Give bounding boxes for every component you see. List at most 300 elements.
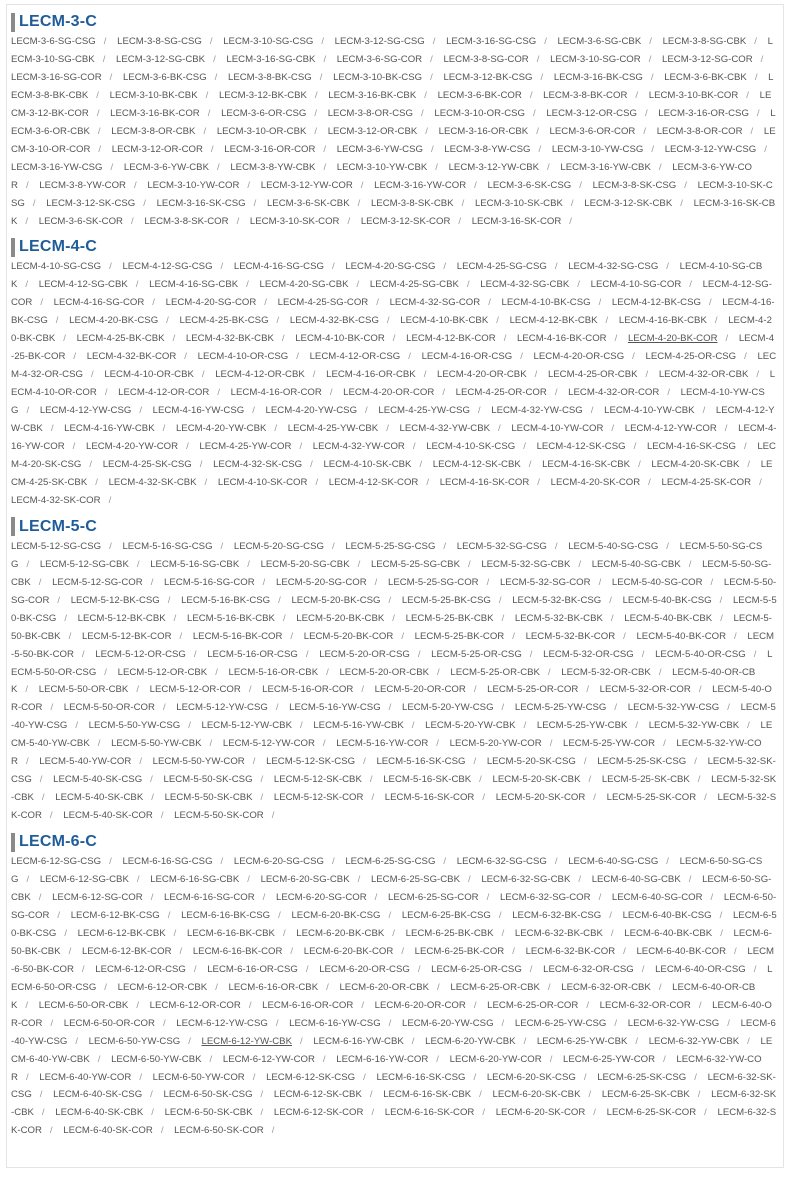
model-link[interactable]: LECM-5-12-SK-CBK bbox=[273, 774, 362, 786]
model-link[interactable]: LECM-6-32-SG-CBK bbox=[481, 874, 571, 886]
model-link[interactable]: LECM-6-40-SG-COR bbox=[611, 891, 703, 903]
model-link[interactable]: LECM-5-25-OR-CSG bbox=[431, 648, 522, 660]
model-link[interactable]: LECM-3-8-BK-COR bbox=[543, 89, 628, 101]
model-link[interactable]: LECM-4-25-OR-CSG bbox=[645, 351, 737, 363]
model-link[interactable]: LECM-6-20-YW-COR bbox=[449, 1053, 542, 1065]
model-link[interactable]: LECM-5-16-BK-CSG bbox=[181, 594, 271, 606]
model-link[interactable]: LECM-4-10-YW-COR bbox=[511, 423, 604, 435]
model-link[interactable]: LECM-6-32-YW-COR bbox=[11, 1053, 762, 1083]
model-link[interactable]: LECM-6-16-SG-CBK bbox=[150, 874, 240, 886]
model-link[interactable]: LECM-4-32-SK-COR bbox=[11, 494, 101, 506]
model-link[interactable]: LECM-4-16-SG-CBK bbox=[149, 279, 239, 291]
model-link[interactable]: LECM-3-8-YW-CBK bbox=[230, 161, 316, 173]
model-link[interactable]: LECM-6-25-BK-CSG bbox=[401, 909, 491, 921]
model-link[interactable]: LECM-5-12-YW-CBK bbox=[201, 720, 292, 732]
model-link[interactable]: LECM-6-25-OR-CBK bbox=[450, 981, 540, 993]
model-link[interactable]: LECM-3-6-SK-CBK bbox=[266, 197, 350, 209]
model-link[interactable]: LECM-5-32-OR-COR bbox=[599, 684, 691, 696]
model-link[interactable]: LECM-4-32-SK-CSG bbox=[213, 458, 303, 470]
model-link[interactable]: LECM-4-12-BK-CBK bbox=[509, 315, 598, 327]
model-link[interactable]: LECM-5-40-SG-CBK bbox=[591, 558, 681, 570]
model-link[interactable]: LECM-5-32-YW-COR bbox=[11, 738, 762, 768]
model-link[interactable]: LECM-5-50-BK-COR bbox=[11, 630, 775, 660]
model-link[interactable]: LECM-6-20-SG-CBK bbox=[260, 874, 350, 886]
model-link[interactable]: LECM-4-12-SG-CBK bbox=[38, 279, 128, 291]
model-link[interactable]: LECM-6-25-YW-CBK bbox=[536, 1035, 628, 1047]
model-link[interactable]: LECM-6-20-SK-CBK bbox=[492, 1089, 581, 1101]
model-link[interactable]: LECM-3-10-SK-CBK bbox=[474, 197, 563, 209]
model-link[interactable]: LECM-4-20-SG-COR bbox=[165, 297, 257, 309]
model-link[interactable]: LECM-6-50-YW-CSG bbox=[88, 1035, 181, 1047]
model-link[interactable]: LECM-4-20-SK-CBK bbox=[651, 458, 740, 470]
model-link[interactable]: LECM-3-12-BK-CSG bbox=[443, 71, 533, 83]
model-link[interactable]: LECM-5-16-YW-CBK bbox=[313, 720, 404, 732]
model-link[interactable]: LECM-5-16-SG-COR bbox=[164, 576, 255, 588]
model-link[interactable]: LECM-4-32-SG-CSG bbox=[568, 261, 659, 273]
model-link[interactable]: LECM-4-32-SG-COR bbox=[389, 297, 481, 309]
model-link[interactable]: LECM-6-50-OR-COR bbox=[63, 1017, 155, 1029]
model-link[interactable]: LECM-5-25-SG-CBK bbox=[370, 558, 460, 570]
model-link[interactable]: LECM-5-50-BK-CSG bbox=[11, 594, 777, 624]
model-link[interactable]: LECM-4-16-BK-CBK bbox=[618, 315, 707, 327]
model-link[interactable]: LECM-4-16-OR-COR bbox=[230, 387, 322, 399]
model-link[interactable]: LECM-6-16-SG-CSG bbox=[122, 856, 213, 868]
model-link[interactable]: LECM-5-20-SG-COR bbox=[276, 576, 367, 588]
model-link[interactable]: LECM-5-32-OR-CBK bbox=[561, 666, 651, 678]
model-link[interactable]: LECM-5-12-SK-COR bbox=[273, 792, 364, 804]
model-link[interactable]: LECM-5-12-SK-CSG bbox=[266, 756, 356, 768]
model-link[interactable]: LECM-3-6-SG-CSG bbox=[11, 36, 96, 47]
model-link[interactable]: LECM-4-20-BK-CBK bbox=[11, 315, 772, 345]
model-link[interactable]: LECM-4-32-OR-CSG bbox=[11, 351, 777, 381]
model-link[interactable]: LECM-6-40-OR-CBK bbox=[11, 981, 756, 1011]
model-link[interactable]: LECM-5-50-SG-CSG bbox=[11, 540, 763, 570]
model-link[interactable]: LECM-6-16-BK-CSG bbox=[181, 909, 271, 921]
model-link[interactable]: LECM-4-10-BK-CBK bbox=[400, 315, 489, 327]
model-link[interactable]: LECM-3-6-YW-CBK bbox=[123, 161, 209, 173]
model-link[interactable]: LECM-4-12-SG-CSG bbox=[122, 261, 213, 273]
model-link[interactable]: LECM-5-25-SK-CBK bbox=[601, 774, 690, 786]
model-link[interactable]: LECM-3-10-SK-COR bbox=[249, 215, 340, 227]
model-link[interactable]: LECM-3-12-SK-CBK bbox=[584, 197, 673, 209]
model-link[interactable]: LECM-6-50-SG-CBK bbox=[11, 874, 772, 903]
model-link[interactable]: LECM-6-32-YW-CSG bbox=[627, 1017, 720, 1029]
model-link[interactable]: LECM-3-10-YW-CSG bbox=[551, 143, 644, 155]
model-link[interactable]: LECM-6-16-SG-COR bbox=[164, 891, 255, 903]
model-link[interactable]: LECM-6-12-OR-COR bbox=[149, 999, 241, 1011]
model-link[interactable]: LECM-4-25-SK-CSG bbox=[102, 458, 192, 470]
model-link[interactable]: LECM-6-25-BK-CBK bbox=[405, 927, 494, 939]
model-link[interactable]: LECM-5-50-YW-CBK bbox=[111, 738, 202, 750]
model-link[interactable]: LECM-3-8-YW-CSG bbox=[444, 143, 531, 155]
model-link[interactable]: LECM-5-32-YW-CSG bbox=[627, 702, 720, 714]
model-link[interactable]: LECM-5-50-YW-CSG bbox=[88, 720, 181, 732]
model-link[interactable]: LECM-5-40-BK-CBK bbox=[624, 612, 713, 624]
model-link[interactable]: LECM-4-32-YW-CSG bbox=[491, 405, 583, 417]
model-link[interactable]: LECM-3-6-BK-CBK bbox=[664, 71, 747, 83]
model-link[interactable]: LECM-5-16-SK-COR bbox=[384, 792, 475, 804]
model-link[interactable]: LECM-3-8-SK-COR bbox=[144, 215, 229, 227]
model-link[interactable]: LECM-5-32-SG-COR bbox=[499, 576, 591, 588]
model-link[interactable]: LECM-4-25-OR-CBK bbox=[547, 369, 638, 381]
model-link[interactable]: LECM-3-12-BK-CBK bbox=[218, 89, 307, 101]
model-link[interactable]: LECM-6-16-YW-CBK bbox=[313, 1035, 404, 1047]
model-link[interactable]: LECM-6-40-SG-CSG bbox=[568, 856, 659, 868]
model-link[interactable]: LECM-6-32-BK-COR bbox=[525, 945, 616, 957]
model-link[interactable]: LECM-3-12-SK-COR bbox=[360, 215, 451, 227]
model-link[interactable]: LECM-3-12-SG-COR bbox=[662, 53, 753, 65]
model-link[interactable]: LECM-5-25-YW-COR bbox=[563, 738, 656, 750]
model-link[interactable]: LECM-4-10-YW-CBK bbox=[604, 405, 695, 417]
model-link[interactable]: LECM-4-12-YW-CBK bbox=[11, 405, 775, 435]
model-link[interactable]: LECM-5-20-BK-CSG bbox=[291, 594, 381, 606]
model-link[interactable]: LECM-6-50-SK-CBK bbox=[164, 1107, 253, 1119]
model-link[interactable]: LECM-6-20-OR-CSG bbox=[319, 963, 410, 975]
model-link[interactable]: LECM-3-8-SG-COR bbox=[443, 53, 529, 65]
model-link[interactable]: LECM-5-32-SK-CSG bbox=[11, 756, 776, 786]
model-link[interactable]: LECM-6-25-OR-COR bbox=[487, 999, 579, 1011]
model-link[interactable]: LECM-4-32-SK-CBK bbox=[108, 476, 197, 488]
model-link[interactable]: LECM-4-25-BK-COR bbox=[11, 333, 775, 363]
model-link[interactable]: LECM-6-20-YW-CSG bbox=[402, 1017, 494, 1029]
model-link[interactable]: LECM-4-16-OR-CBK bbox=[326, 369, 416, 381]
model-link[interactable]: LECM-6-50-SG-CSG bbox=[11, 856, 763, 886]
model-link[interactable]: LECM-3-12-OR-CSG bbox=[546, 107, 637, 119]
model-link[interactable]: LECM-5-20-BK-CBK bbox=[296, 612, 385, 624]
model-link[interactable]: LECM-4-20-SK-COR bbox=[550, 476, 641, 488]
model-link[interactable]: LECM-5-50-OR-CSG bbox=[11, 648, 773, 678]
model-link[interactable]: LECM-4-32-BK-COR bbox=[86, 351, 177, 363]
model-link[interactable]: LECM-3-12-SK-CSG bbox=[46, 197, 136, 209]
model-link[interactable]: LECM-5-16-BK-CBK bbox=[186, 612, 275, 624]
model-link[interactable]: LECM-6-12-OR-CSG bbox=[95, 963, 186, 975]
model-link[interactable]: LECM-6-16-OR-COR bbox=[262, 999, 354, 1011]
model-link[interactable]: LECM-6-40-SG-CBK bbox=[591, 874, 681, 886]
model-link[interactable]: LECM-6-40-SK-CBK bbox=[55, 1107, 144, 1119]
model-link[interactable]: LECM-3-6-OR-CSG bbox=[221, 107, 307, 119]
model-link[interactable]: LECM-5-12-BK-CSG bbox=[70, 594, 160, 606]
model-link[interactable]: LECM-5-40-OR-CSG bbox=[655, 648, 746, 660]
model-link[interactable]: LECM-4-20-OR-CSG bbox=[533, 351, 625, 363]
model-link[interactable]: LECM-4-16-YW-CSG bbox=[152, 405, 245, 417]
model-link[interactable]: LECM-5-50-BK-CBK bbox=[11, 612, 772, 642]
model-link[interactable]: LECM-4-32-SG-CBK bbox=[480, 279, 570, 291]
model-link[interactable]: LECM-5-32-SK-CBK bbox=[11, 774, 777, 804]
model-link[interactable]: LECM-5-12-OR-COR bbox=[149, 684, 241, 696]
model-link[interactable]: LECM-6-12-YW-CBK bbox=[201, 1035, 292, 1047]
model-link[interactable]: LECM-6-40-YW-CBK bbox=[11, 1035, 773, 1065]
model-link[interactable]: LECM-3-16-OR-CSG bbox=[658, 107, 749, 119]
model-link[interactable]: LECM-5-16-BK-COR bbox=[192, 630, 283, 642]
model-link[interactable]: LECM-6-40-BK-CBK bbox=[624, 927, 713, 939]
model-link[interactable]: LECM-3-6-YW-CSG bbox=[336, 143, 423, 155]
model-link[interactable]: LECM-3-12-OR-CBK bbox=[327, 125, 418, 137]
model-link[interactable]: LECM-4-32-OR-COR bbox=[568, 387, 660, 399]
model-link[interactable]: LECM-6-32-SG-COR bbox=[499, 891, 591, 903]
model-link[interactable]: LECM-4-25-YW-CBK bbox=[287, 423, 379, 435]
model-link[interactable]: LECM-3-16-SG-CSG bbox=[446, 36, 537, 47]
model-link[interactable]: LECM-6-50-SK-CSG bbox=[163, 1089, 253, 1101]
model-link[interactable]: LECM-4-12-BK-COR bbox=[406, 333, 496, 345]
model-link[interactable]: LECM-5-20-YW-CBK bbox=[425, 720, 516, 732]
model-link[interactable]: LECM-6-25-SK-CBK bbox=[601, 1089, 690, 1101]
model-link[interactable]: LECM-6-25-YW-CSG bbox=[514, 1017, 607, 1029]
model-link[interactable]: LECM-6-50-YW-COR bbox=[152, 1071, 245, 1083]
model-link[interactable]: LECM-4-12-SK-CSG bbox=[536, 441, 626, 453]
model-link[interactable]: LECM-4-20-YW-COR bbox=[86, 441, 179, 453]
model-link[interactable]: LECM-3-6-YW-COR bbox=[11, 161, 752, 191]
model-link[interactable]: LECM-3-16-SK-CBK bbox=[11, 197, 776, 227]
model-link[interactable]: LECM-5-20-YW-CSG bbox=[402, 702, 494, 714]
model-link[interactable]: LECM-3-16-YW-COR bbox=[374, 179, 467, 191]
model-link[interactable]: LECM-3-10-OR-CSG bbox=[434, 107, 525, 119]
model-link[interactable]: LECM-4-25-SK-COR bbox=[661, 476, 752, 488]
model-link[interactable]: LECM-5-50-SK-CBK bbox=[164, 792, 253, 804]
model-link[interactable]: LECM-3-16-OR-COR bbox=[224, 143, 316, 155]
model-link[interactable]: LECM-5-25-SK-CSG bbox=[597, 756, 687, 768]
model-link[interactable]: LECM-6-12-YW-COR bbox=[222, 1053, 315, 1065]
model-link[interactable]: LECM-6-12-SK-CBK bbox=[273, 1089, 362, 1101]
model-link[interactable]: LECM-5-12-OR-CBK bbox=[117, 666, 208, 678]
model-link[interactable]: LECM-4-32-YW-COR bbox=[312, 441, 405, 453]
model-link[interactable]: LECM-3-16-BK-CBK bbox=[328, 89, 417, 101]
model-link[interactable]: LECM-6-32-SK-CBK bbox=[11, 1089, 777, 1119]
model-link[interactable]: LECM-4-20-SK-CSG bbox=[11, 441, 776, 470]
model-link[interactable]: LECM-3-10-SG-CSG bbox=[223, 36, 314, 47]
model-link[interactable]: LECM-6-25-SK-CSG bbox=[597, 1071, 687, 1083]
model-link[interactable]: LECM-3-16-OR-CBK bbox=[438, 125, 529, 137]
model-link[interactable]: LECM-5-20-OR-CSG bbox=[319, 648, 410, 660]
model-link[interactable]: LECM-6-20-SK-COR bbox=[495, 1107, 586, 1119]
model-link[interactable]: LECM-5-16-SK-CBK bbox=[383, 774, 472, 786]
model-link[interactable]: LECM-6-50-OR-CBK bbox=[38, 999, 129, 1011]
model-link[interactable]: LECM-4-20-BK-CSG bbox=[69, 315, 159, 327]
model-link[interactable]: LECM-5-20-SK-COR bbox=[495, 792, 586, 804]
model-link[interactable]: LECM-3-12-YW-CBK bbox=[448, 161, 540, 173]
model-link[interactable]: LECM-6-12-BK-CSG bbox=[70, 909, 160, 921]
model-link[interactable]: LECM-5-12-BK-COR bbox=[81, 630, 172, 642]
model-link[interactable]: LECM-5-25-YW-CSG bbox=[514, 702, 607, 714]
model-link[interactable]: LECM-6-50-BK-CBK bbox=[11, 927, 772, 957]
model-link[interactable]: LECM-5-32-YW-CBK bbox=[648, 720, 740, 732]
model-link[interactable]: LECM-5-40-YW-COR bbox=[39, 756, 132, 768]
model-link[interactable]: LECM-4-10-OR-CBK bbox=[104, 369, 194, 381]
model-link[interactable]: LECM-6-32-SK-CSG bbox=[11, 1071, 776, 1101]
model-link[interactable]: LECM-5-16-SG-CSG bbox=[122, 540, 213, 552]
model-link[interactable]: LECM-5-40-YW-CBK bbox=[11, 720, 773, 750]
model-link[interactable]: LECM-6-20-OR-COR bbox=[374, 999, 466, 1011]
model-link[interactable]: LECM-5-25-OR-COR bbox=[487, 684, 579, 696]
model-link[interactable]: LECM-3-6-OR-CBK bbox=[11, 107, 776, 137]
model-link[interactable]: LECM-5-50-YW-COR bbox=[152, 756, 245, 768]
model-link[interactable]: LECM-3-16-SK-COR bbox=[471, 215, 562, 227]
model-link[interactable]: LECM-4-16-SK-COR bbox=[439, 476, 530, 488]
model-link[interactable]: LECM-3-16-SG-CBK bbox=[226, 53, 316, 65]
model-link[interactable]: LECM-6-25-SG-CBK bbox=[370, 874, 460, 886]
model-link[interactable]: LECM-5-32-SG-CBK bbox=[481, 558, 571, 570]
model-link[interactable]: LECM-6-25-OR-CSG bbox=[431, 963, 522, 975]
model-link[interactable]: LECM-4-10-OR-CSG bbox=[197, 351, 289, 363]
model-link[interactable]: LECM-4-25-SK-CBK bbox=[11, 458, 773, 488]
model-link[interactable]: LECM-5-32-SK-COR bbox=[11, 792, 777, 822]
model-link[interactable]: LECM-6-12-SK-COR bbox=[273, 1107, 364, 1119]
model-link[interactable]: LECM-4-10-OR-COR bbox=[11, 369, 776, 399]
model-link[interactable]: LECM-5-20-OR-CBK bbox=[339, 666, 430, 678]
model-link[interactable]: LECM-4-32-BK-CBK bbox=[185, 333, 274, 345]
model-link[interactable]: LECM-6-16-SK-CBK bbox=[383, 1089, 472, 1101]
model-link[interactable]: LECM-5-20-SG-CSG bbox=[233, 540, 324, 552]
model-link[interactable]: LECM-5-16-YW-COR bbox=[336, 738, 429, 750]
model-link[interactable]: LECM-4-16-OR-CSG bbox=[421, 351, 513, 363]
model-link[interactable]: LECM-5-20-SK-CBK bbox=[492, 774, 581, 786]
model-link[interactable]: LECM-3-8-SG-CSG bbox=[117, 36, 202, 47]
model-link[interactable]: LECM-4-20-YW-CSG bbox=[265, 405, 358, 417]
model-link[interactable]: LECM-3-8-OR-CBK bbox=[111, 125, 196, 137]
model-link[interactable]: LECM-5-25-BK-COR bbox=[414, 630, 505, 642]
model-link[interactable]: LECM-4-32-BK-CSG bbox=[289, 315, 379, 327]
model-link[interactable]: LECM-6-16-YW-COR bbox=[336, 1053, 429, 1065]
model-link[interactable]: LECM-5-20-BK-COR bbox=[303, 630, 394, 642]
model-link[interactable]: LECM-6-25-SG-CSG bbox=[345, 856, 436, 868]
model-link[interactable]: LECM-6-12-YW-CSG bbox=[176, 1017, 268, 1029]
model-link[interactable]: LECM-4-10-SG-COR bbox=[590, 279, 682, 291]
model-link[interactable]: LECM-5-16-OR-CSG bbox=[207, 648, 298, 660]
model-link[interactable]: LECM-6-16-OR-CSG bbox=[207, 963, 298, 975]
model-link[interactable]: LECM-4-10-SK-CSG bbox=[426, 441, 516, 453]
model-link[interactable]: LECM-4-32-YW-CBK bbox=[399, 423, 490, 435]
model-link[interactable]: LECM-3-8-SG-CBK bbox=[662, 36, 747, 47]
model-link[interactable]: LECM-6-16-OR-CBK bbox=[228, 981, 319, 993]
model-link[interactable]: LECM-4-10-SK-CBK bbox=[323, 458, 412, 470]
model-link[interactable]: LECM-6-32-SK-COR bbox=[11, 1107, 777, 1137]
model-link[interactable]: LECM-3-12-YW-CSG bbox=[664, 143, 757, 155]
model-link[interactable]: LECM-4-16-SK-CBK bbox=[542, 458, 631, 470]
model-link[interactable]: LECM-3-10-OR-CBK bbox=[216, 125, 307, 137]
model-link[interactable]: LECM-6-32-OR-COR bbox=[599, 999, 691, 1011]
model-link[interactable]: LECM-5-40-BK-COR bbox=[636, 630, 727, 642]
model-link[interactable]: LECM-6-20-YW-CBK bbox=[425, 1035, 516, 1047]
model-link[interactable]: LECM-5-16-OR-COR bbox=[262, 684, 354, 696]
model-link[interactable]: LECM-5-40-OR-COR bbox=[11, 684, 772, 714]
model-link[interactable]: LECM-6-12-SG-COR bbox=[52, 891, 143, 903]
model-link[interactable]: LECM-5-32-BK-COR bbox=[525, 630, 616, 642]
model-link[interactable]: LECM-5-12-YW-COR bbox=[222, 738, 315, 750]
model-link[interactable]: LECM-3-8-SK-CSG bbox=[592, 179, 677, 191]
model-link[interactable]: LECM-4-20-SG-CBK bbox=[259, 279, 349, 291]
model-link[interactable]: LECM-5-40-SG-COR bbox=[611, 576, 703, 588]
model-link[interactable]: LECM-6-40-OR-CSG bbox=[655, 963, 746, 975]
model-link[interactable]: LECM-3-6-SG-CBK bbox=[557, 36, 642, 47]
model-link[interactable]: LECM-6-16-BK-COR bbox=[192, 945, 283, 957]
model-link[interactable]: LECM-4-12-OR-CSG bbox=[309, 351, 401, 363]
model-link[interactable]: LECM-5-16-SK-CSG bbox=[376, 756, 466, 768]
model-link[interactable]: LECM-4-16-BK-CSG bbox=[11, 297, 775, 327]
model-link[interactable]: LECM-5-25-OR-CBK bbox=[450, 666, 540, 678]
model-link[interactable]: LECM-6-32-YW-CBK bbox=[648, 1035, 740, 1047]
model-link[interactable]: LECM-6-16-SK-CSG bbox=[376, 1071, 466, 1083]
model-link[interactable]: LECM-6-25-YW-COR bbox=[563, 1053, 656, 1065]
model-link[interactable]: LECM-6-25-BK-COR bbox=[414, 945, 505, 957]
model-link[interactable]: LECM-3-12-OR-COR bbox=[111, 143, 203, 155]
model-link[interactable]: LECM-6-32-BK-CBK bbox=[514, 927, 603, 939]
model-link[interactable]: LECM-6-12-SK-CSG bbox=[266, 1071, 356, 1083]
model-link[interactable]: LECM-4-10-SG-CSG bbox=[11, 261, 102, 273]
model-link[interactable]: LECM-4-25-SG-COR bbox=[277, 297, 369, 309]
model-link[interactable]: LECM-5-16-YW-CSG bbox=[289, 702, 381, 714]
model-link[interactable]: LECM-4-25-SG-CSG bbox=[456, 261, 547, 273]
model-link[interactable]: LECM-5-40-SK-CSG bbox=[53, 774, 143, 786]
model-link[interactable]: LECM-5-32-BK-CBK bbox=[514, 612, 603, 624]
model-link[interactable]: LECM-5-32-BK-CSG bbox=[512, 594, 602, 606]
model-link[interactable]: LECM-4-12-SK-COR bbox=[328, 476, 419, 488]
model-link[interactable]: LECM-3-8-YW-COR bbox=[39, 179, 126, 191]
model-link[interactable]: LECM-6-32-OR-CBK bbox=[561, 981, 651, 993]
model-link[interactable]: LECM-5-12-YW-CSG bbox=[176, 702, 268, 714]
model-link[interactable]: LECM-3-10-BK-COR bbox=[648, 89, 739, 101]
model-link[interactable]: LECM-3-10-OR-COR bbox=[11, 125, 776, 155]
model-link[interactable]: LECM-4-25-YW-COR bbox=[199, 441, 292, 453]
model-link[interactable]: LECM-5-12-OR-CSG bbox=[95, 648, 186, 660]
model-link[interactable]: LECM-6-20-BK-CBK bbox=[296, 927, 385, 939]
model-link[interactable]: LECM-6-12-OR-CBK bbox=[117, 981, 208, 993]
model-link[interactable]: LECM-5-25-SG-CSG bbox=[345, 540, 436, 552]
model-link[interactable]: LECM-6-50-YW-CBK bbox=[111, 1053, 202, 1065]
model-link[interactable]: LECM-5-12-BK-CBK bbox=[77, 612, 166, 624]
model-link[interactable]: LECM-5-50-SG-CBK bbox=[11, 558, 772, 588]
model-link[interactable]: LECM-6-50-BK-CSG bbox=[11, 909, 777, 939]
model-link[interactable]: LECM-6-16-SK-COR bbox=[384, 1107, 475, 1119]
model-link[interactable]: LECM-4-25-BK-CSG bbox=[179, 315, 269, 327]
model-link[interactable]: LECM-5-50-OR-COR bbox=[63, 702, 155, 714]
model-link[interactable]: LECM-5-20-YW-COR bbox=[449, 738, 542, 750]
model-link[interactable]: LECM-4-12-OR-COR bbox=[118, 387, 210, 399]
model-link[interactable]: LECM-6-25-SG-COR bbox=[387, 891, 479, 903]
model-link[interactable]: LECM-6-32-OR-CSG bbox=[543, 963, 634, 975]
model-link[interactable]: LECM-6-40-SK-COR bbox=[63, 1125, 153, 1137]
model-link[interactable]: LECM-4-16-SG-COR bbox=[53, 297, 145, 309]
model-link[interactable]: LECM-4-12-SG-COR bbox=[11, 279, 772, 309]
model-link[interactable]: LECM-4-25-SG-CBK bbox=[369, 279, 459, 291]
model-link[interactable]: LECM-5-12-SG-COR bbox=[52, 576, 143, 588]
model-link[interactable]: LECM-6-20-OR-CBK bbox=[339, 981, 430, 993]
model-link[interactable]: LECM-5-50-SG-COR bbox=[11, 576, 777, 606]
model-link[interactable]: LECM-6-40-BK-COR bbox=[636, 945, 727, 957]
model-link[interactable]: LECM-4-10-BK-CSG bbox=[501, 297, 591, 309]
model-link[interactable]: LECM-4-12-SK-CBK bbox=[432, 458, 521, 470]
model-link[interactable]: LECM-4-12-OR-CBK bbox=[215, 369, 305, 381]
model-link[interactable]: LECM-6-20-SK-CSG bbox=[486, 1071, 576, 1083]
model-link[interactable]: LECM-5-32-OR-CSG bbox=[543, 648, 634, 660]
model-link[interactable]: LECM-4-20-OR-COR bbox=[343, 387, 435, 399]
model-link[interactable]: LECM-5-25-BK-CSG bbox=[401, 594, 491, 606]
model-link[interactable]: LECM-3-12-BK-COR bbox=[11, 89, 772, 119]
model-link[interactable]: LECM-4-20-BK-COR bbox=[627, 333, 718, 345]
model-link[interactable]: LECM-4-10-BK-COR bbox=[295, 333, 385, 345]
model-link[interactable]: LECM-3-8-OR-CSG bbox=[327, 107, 414, 119]
model-link[interactable]: LECM-3-10-YW-COR bbox=[147, 179, 240, 191]
model-link[interactable]: LECM-3-16-SG-COR bbox=[11, 71, 102, 83]
model-link[interactable]: LECM-4-25-YW-CSG bbox=[378, 405, 470, 417]
model-link[interactable]: LECM-4-12-YW-COR bbox=[624, 423, 717, 435]
model-link[interactable]: LECM-6-40-YW-CSG bbox=[11, 1017, 776, 1047]
model-link[interactable]: LECM-6-40-SK-CSG bbox=[53, 1089, 143, 1101]
model-link[interactable]: LECM-3-12-YW-COR bbox=[260, 179, 353, 191]
model-link[interactable]: LECM-5-40-OR-CBK bbox=[11, 666, 756, 696]
model-link[interactable]: LECM-3-16-YW-CSG bbox=[11, 161, 103, 173]
model-link[interactable]: LECM-4-16-YW-CBK bbox=[64, 423, 155, 435]
model-link[interactable]: LECM-5-20-OR-COR bbox=[374, 684, 466, 696]
model-link[interactable]: LECM-4-20-OR-CBK bbox=[437, 369, 527, 381]
